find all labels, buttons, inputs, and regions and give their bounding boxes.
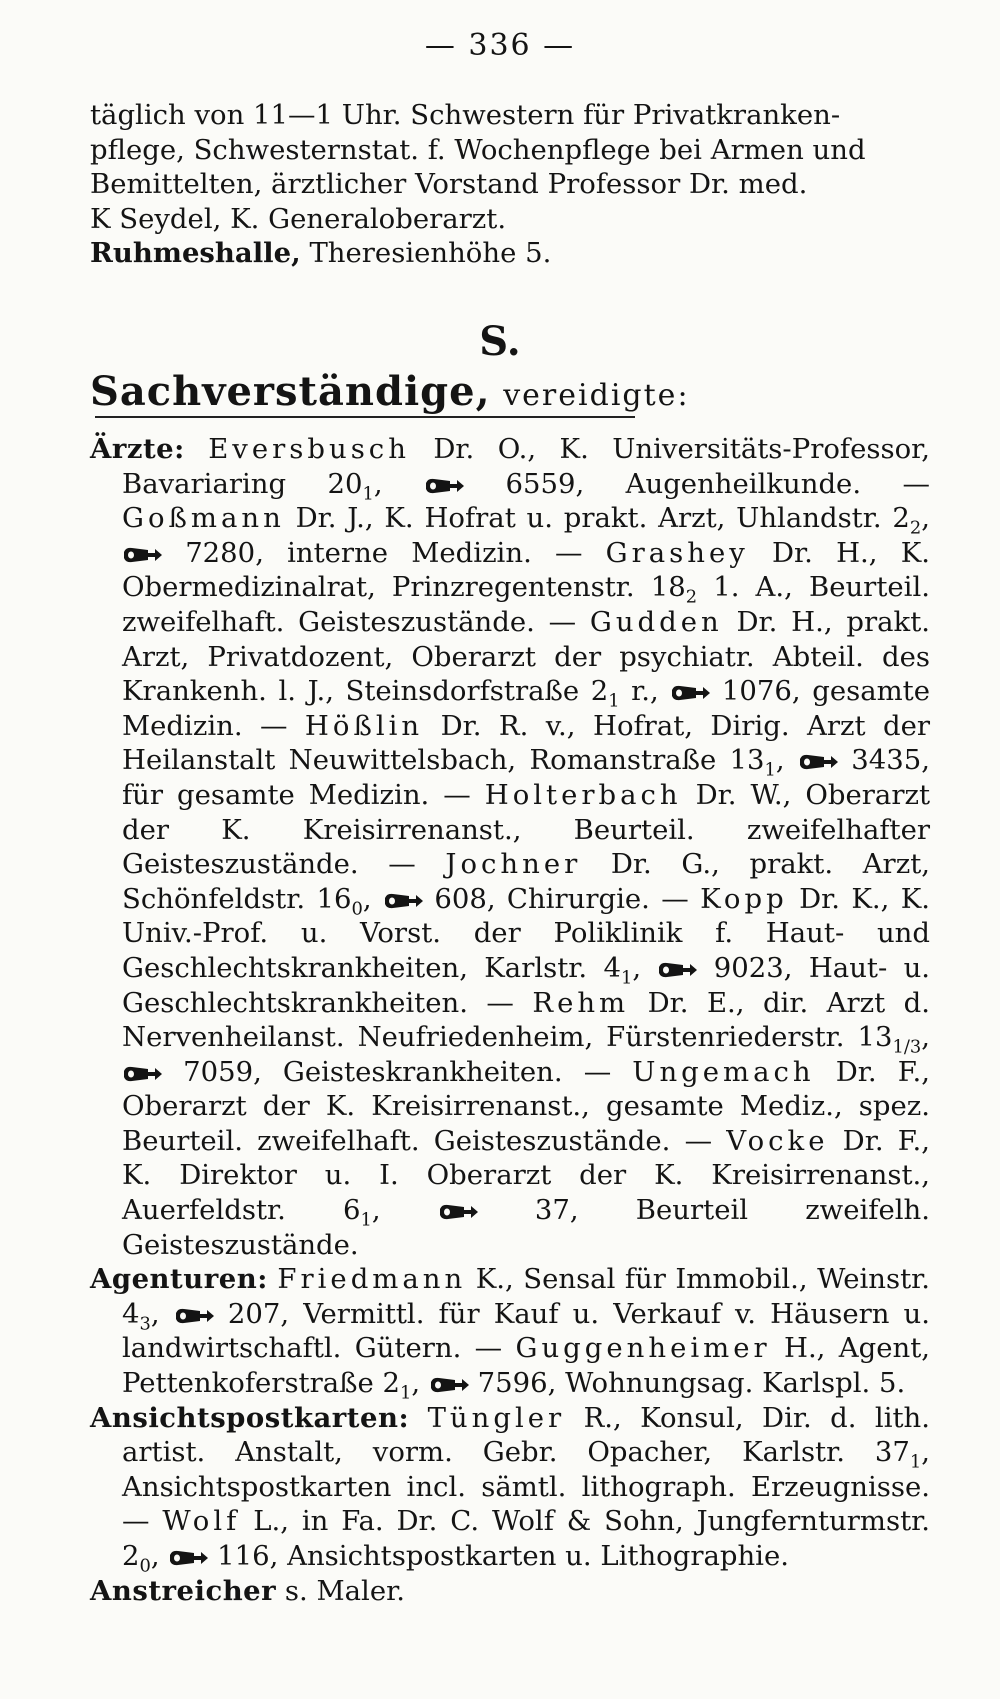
person-name: Hößlin: [304, 709, 424, 742]
entry-text: ,: [371, 1194, 438, 1227]
telephone-icon: [424, 477, 464, 495]
entry-text: Dr. F., K. Direktor u. I. Oberarzt der K. Kreisirrenanst., Auerfeldstr. 6: [122, 1124, 931, 1227]
entry-text: R., Konsul, Dir. d. lith. artist. Anstalt, vorm. Gebr. Opacher, Karlstr. 37: [122, 1401, 930, 1469]
entry-anstreicher: [90, 1574, 930, 1609]
entry-heading: Ruhmeshalle,: [90, 237, 301, 270]
entry-heading: Ansichtspostkarten:: [90, 1401, 410, 1434]
telephone-icon: [429, 1376, 469, 1394]
person-name: Rehm: [532, 986, 630, 1019]
person-name: Friedmann: [277, 1263, 467, 1296]
phone-number: 116: [217, 1540, 270, 1572]
person-name: Jochner: [445, 848, 582, 881]
entry-text: , Haut- u. Geschlechtskrankheiten. —: [122, 951, 931, 1019]
entry-text: Theresienhöhe 5.: [309, 237, 552, 270]
floor-subscript: 1: [764, 759, 776, 781]
entry-agenturen: [90, 1262, 931, 1404]
entry-text: , Wohnungsag. Karlspl. 5.: [547, 1367, 906, 1400]
telephone-icon: [670, 684, 710, 702]
entry-text: Dr. K., K. Univ.-Prof. u. Vorst. der Poliklinik f. Haut- und Geschlechtskrankheiten, Karlstr. 4: [122, 882, 931, 984]
person-name: Goßmann: [122, 502, 285, 535]
entry-text: r.,: [619, 675, 671, 708]
phone-number: 7596: [477, 1367, 548, 1400]
entry-aerzte: [90, 432, 930, 1262]
entry-text: L., in Fa. Dr. C. Wolf & Sohn, Jungfernturmstr. 2: [122, 1505, 930, 1572]
entry-text: , Chirurgie. —: [486, 882, 701, 915]
section-letter: S.: [479, 318, 521, 365]
entry-text: , interne Medizin. —: [255, 536, 606, 569]
entry-text: , Geisteskrankheiten. —: [253, 1055, 633, 1088]
floor-subscript: 2: [685, 586, 698, 608]
floor-subscript: 1: [909, 1451, 922, 1473]
telephone-icon: [383, 892, 423, 910]
entry-heading: Agenturen:: [90, 1263, 268, 1296]
person-name: Wolf: [162, 1505, 241, 1538]
entry-text: Dr. G., prakt. Arzt, Schönfeldstr. 16: [122, 848, 930, 915]
section-title: Sachverständige,: [90, 368, 491, 415]
phone-number: 608: [434, 882, 487, 915]
text-line: täglich von 11—1 Uhr. Schwestern für Privatkranken-: [90, 99, 841, 131]
floor-subscript: 3: [139, 1313, 151, 1335]
telephone-icon: [122, 546, 162, 564]
section-subtitle: vereidigte:: [503, 378, 690, 413]
phone-number: 6559: [505, 467, 576, 500]
ruhmeshalle-entry: [90, 236, 930, 271]
floor-subscript: 1: [621, 967, 633, 989]
entry-text: ,: [150, 1297, 174, 1330]
person-name: Kopp: [700, 882, 788, 915]
entry-text: ,: [362, 882, 383, 915]
floor-subscript: 1: [400, 1382, 412, 1404]
person-name: Gudden: [589, 605, 723, 638]
entry-text: H., Agent, Pettenkoferstraße 2: [122, 1332, 930, 1400]
person-name: Grashey: [605, 536, 749, 569]
entry-text: Dr. W., Oberarzt der K. Kreisirrenanst., Beurteil. zweifelhafter Geisteszustände. —: [122, 778, 931, 881]
person-name: Tüngler: [427, 1401, 566, 1434]
entry-text: Dr. O., K. Universitäts-Professor, Bavariaring 20: [122, 433, 930, 500]
floor-subscript: 1: [608, 690, 620, 712]
section-underline: [95, 416, 635, 418]
entry-text: ,: [411, 1367, 429, 1400]
entry-text: , Augenheilkunde. —: [575, 467, 930, 500]
entry-text: ,: [921, 502, 930, 535]
phone-number: 9023: [713, 951, 784, 984]
text-line: K Seydel, K. Generaloberarzt.: [90, 202, 507, 235]
entry-heading: Ärzte:: [90, 433, 185, 465]
entry-text: Dr. J., K. Hofrat u. prakt. Arzt, Uhlandstr. 2: [284, 502, 910, 535]
entry-heading: Anstreicher: [90, 1574, 277, 1607]
entry-text: ,: [150, 1540, 169, 1572]
floor-subscript: 1/3: [892, 1036, 922, 1058]
entry-text: ,: [373, 467, 425, 500]
section-heading: [90, 368, 690, 415]
entry-text: , Beurteil zweifelh. Geisteszustände.: [122, 1194, 930, 1261]
entry-text: , gesamte Medizin. —: [122, 675, 931, 742]
phone-number: 7059: [183, 1055, 254, 1088]
entry-text: Dr. F., Oberarzt der K. Kreisirrenanst., gesamte Mediz., spez. Beurteil. zweifelhaft. Geisteszustände. —: [122, 1055, 930, 1157]
floor-subscript: 0: [351, 898, 363, 920]
entry-text: Dr. H., K. Obermedizinalrat, Prinzregentenstr. 18: [122, 536, 930, 604]
entry-text: ,: [632, 951, 658, 984]
text-line: Bemittelten, ärztlicher Vorstand Professor Dr. med.: [90, 168, 808, 201]
entry-text: Dr. E., dir. Arzt d. Nervenheilanst. Neufriedenheim, Fürstenriederstr. 13: [122, 986, 931, 1054]
telephone-icon: [657, 961, 697, 979]
telephone-icon: [168, 1549, 208, 1567]
floor-subscript: 1: [360, 1209, 372, 1231]
entry-text: , Ansichtspostkarten incl. sämtl. lithograph. Erzeugnisse. —: [122, 1436, 930, 1538]
telephone-icon: [438, 1203, 478, 1221]
entry-text: ,: [921, 1021, 930, 1054]
entry-text: ,: [775, 744, 798, 777]
person-name: Eversbusch: [208, 433, 410, 465]
page-number: — 336 —: [424, 28, 576, 63]
phone-number: 37: [534, 1194, 570, 1227]
text-line: pflege, Schwesternstat. f. Wochenpflege bei Armen und: [90, 133, 866, 166]
entry-text: 1. A., Beurteil. zweifelhaft. Geisteszustände. —: [122, 571, 930, 638]
entry-text: , Ansichtspostkarten u. Lithographie.: [269, 1540, 789, 1572]
entry-text: , Vermittl. für Kauf u. Verkauf v. Häusern u. landwirtschaftl. Gütern. —: [122, 1297, 931, 1365]
entry-text: Dr. H., prakt. Arzt, Privatdozent, Oberarzt der psychiatr. Abteil. des Krankenh. l. J., Steinsdorfstraße 2: [122, 605, 930, 708]
floor-subscript: 1: [362, 483, 374, 505]
phone-number: 3435: [851, 744, 922, 777]
phone-number: 1076: [721, 675, 792, 708]
person-name: Ungemach: [632, 1055, 815, 1088]
telephone-icon: [798, 753, 838, 771]
entry-ansichtspostkarten: [90, 1401, 930, 1577]
entry-text: Dr. R. v., Hofrat, Dirig. Arzt der Heilanstalt Neuwittelsbach, Romanstraße 13: [122, 709, 930, 777]
person-name: Holterbach: [484, 778, 682, 811]
entry-text: K., Sensal für Immobil., Weinstr. 4: [122, 1263, 930, 1330]
phone-number: 207: [227, 1297, 281, 1330]
phone-number: 7280: [185, 536, 256, 569]
telephone-icon: [174, 1307, 214, 1325]
intro-paragraph: [90, 98, 930, 271]
entries-list: [90, 432, 930, 1608]
person-name: Vocke: [726, 1124, 829, 1157]
person-name: Guggenheimer: [515, 1332, 771, 1365]
entry-text: , für gesamte Medizin. —: [122, 744, 931, 811]
telephone-icon: [122, 1065, 162, 1083]
floor-subscript: 0: [139, 1555, 151, 1577]
floor-subscript: 2: [909, 517, 922, 539]
entry-text: s. Maler.: [276, 1574, 405, 1607]
